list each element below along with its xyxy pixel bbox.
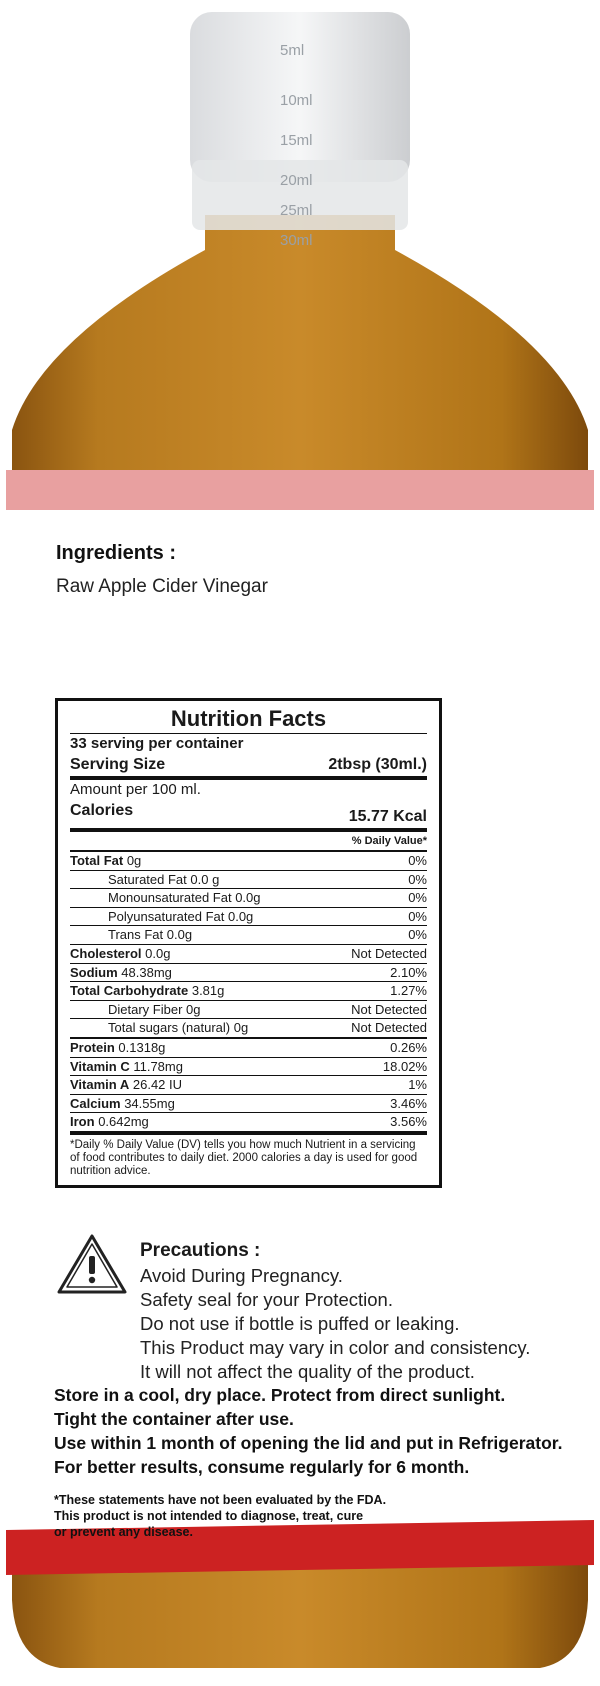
nutrient-row <box>70 1039 427 1057</box>
nutrient-daily-value: 1.27% <box>390 983 427 999</box>
nutrient-row <box>70 908 427 926</box>
nutrient-daily-value: 3.46% <box>390 1095 427 1111</box>
daily-value-footnote: *Daily % Daily Value (DV) tells you how much Nutrient in a servicing of food contributes to daily diet. 2000 calories a day is used for good nutrition advice. <box>70 1138 418 1177</box>
serving-size-row <box>70 754 427 776</box>
nutrient-daily-value: 0% <box>408 927 427 943</box>
daily-value-header: % Daily Value* <box>351 835 427 847</box>
nutrient-name: Total Fat 0g <box>70 853 142 868</box>
disclaimer-line: *These statements have not been evaluated by the FDA. <box>54 1493 387 1507</box>
precautions-title: Precautions : <box>140 1240 261 1261</box>
storage-line: Use within 1 month of opening the lid and put in Refrigerator. <box>54 1433 563 1453</box>
calories-label: Calories <box>70 802 134 819</box>
cap-marking: 30ml <box>280 232 313 249</box>
nutrient-row <box>70 1019 427 1037</box>
label-top-band <box>6 470 594 512</box>
precaution-line: Avoid During Pregnancy. <box>140 1265 343 1286</box>
nutrient-daily-value: 0% <box>408 890 427 906</box>
nutrient-name: Saturated Fat 0.0 g <box>108 871 220 887</box>
storage-line: For better results, consume regularly for 6 month. <box>54 1457 470 1477</box>
nutrition-facts-title: Nutrition Facts <box>170 706 327 731</box>
cap-marking: 15ml <box>280 132 313 149</box>
nutrient-name: Polyunsaturated Fat 0.0g <box>108 908 254 924</box>
precautions-list <box>140 1264 530 1384</box>
cap-marking: 20ml <box>280 172 313 189</box>
nutrient-row <box>70 852 427 870</box>
nutrient-daily-value: Not Detected <box>351 945 427 961</box>
nutrient-row <box>70 1001 427 1019</box>
warning-triangle-icon <box>56 1232 128 1296</box>
calories-value: 15.77 Kcal <box>348 808 427 825</box>
nutrient-daily-value: 3.56% <box>390 1114 427 1130</box>
nutrient-name: Monounsaturated Fat 0.0g <box>108 890 261 906</box>
nutrient-name: Sodium 48.38mg <box>70 964 172 980</box>
nutrient-row <box>70 1076 427 1094</box>
nutrient-daily-value: 2.10% <box>390 964 427 980</box>
nutrient-row <box>70 871 427 889</box>
ingredients-title: Ingredients : <box>56 542 177 564</box>
nutrient-daily-value: Not Detected <box>351 1001 427 1017</box>
nutrient-name: Vitamin A 26.42 IU <box>70 1077 183 1093</box>
nutrient-row <box>70 1113 427 1131</box>
ingredients-text: Raw Apple Cider Vinegar <box>56 576 268 597</box>
nutrient-name: Calcium 34.55mg <box>70 1095 175 1111</box>
disclaimer-line: or prevent any disease. <box>54 1525 193 1539</box>
nutrient-row <box>70 945 427 963</box>
nutrient-name: Dietary Fiber 0g <box>108 1001 201 1017</box>
serving-size-value: 2tbsp (30ml.) <box>328 756 427 773</box>
nutrient-name: Total Carbohydrate 3.81g <box>70 983 225 999</box>
cap-marking: 5ml <box>280 42 305 59</box>
precaution-line: Do not use if bottle is puffed or leaking. <box>140 1313 460 1334</box>
cap-marking: 25ml <box>280 202 313 219</box>
nutrient-name: Trans Fat 0.0g <box>108 927 193 943</box>
nutrient-daily-value: 0.26% <box>390 1039 427 1055</box>
nutrient-row <box>70 1058 427 1076</box>
nutrient-row <box>70 889 427 907</box>
amount-per: Amount per 100 ml. <box>70 781 201 798</box>
nutrient-daily-value: 0% <box>408 853 427 868</box>
fda-disclaimer <box>54 1492 386 1540</box>
nutrient-row <box>70 982 427 1000</box>
nutrient-name: Total sugars (natural) 0g <box>108 1020 249 1036</box>
nutrient-row <box>70 1095 427 1113</box>
precaution-line: This Product may vary in color and consistency. <box>140 1337 531 1358</box>
nutrient-row <box>70 926 427 944</box>
disclaimer-line: This product is not intended to diagnose, treat, cure <box>54 1509 364 1523</box>
precaution-line: Safety seal for your Protection. <box>140 1289 393 1310</box>
nutrient-daily-value: 0% <box>408 908 427 924</box>
nutrient-name: Cholesterol 0.0g <box>70 945 171 961</box>
nutrient-daily-value: 18.02% <box>382 1058 427 1074</box>
storage-line: Store in a cool, dry place. Protect from direct sunlight. <box>54 1385 506 1405</box>
nutrient-daily-value: 0% <box>408 871 427 887</box>
nutrient-row <box>70 964 427 982</box>
servings-per-container: 33 serving per container <box>70 735 244 752</box>
nutrient-name: Iron 0.642mg <box>70 1114 149 1130</box>
storage-line: Tight the container after use. <box>54 1409 294 1429</box>
precaution-line: It will not affect the quality of the product. <box>140 1361 475 1382</box>
calories-row <box>70 800 427 828</box>
nutrition-facts-panel <box>55 698 442 1188</box>
nutrient-daily-value: Not Detected <box>351 1020 427 1036</box>
storage-instructions <box>54 1383 594 1479</box>
serving-size-label: Serving Size <box>70 756 166 773</box>
nutrient-rows <box>70 852 427 1131</box>
nutrient-daily-value: 1% <box>408 1077 427 1093</box>
nutrient-name: Vitamin C 11.78mg <box>70 1058 183 1074</box>
cap-marking: 10ml <box>280 92 313 109</box>
nutrient-name: Protein 0.1318g <box>70 1039 166 1055</box>
